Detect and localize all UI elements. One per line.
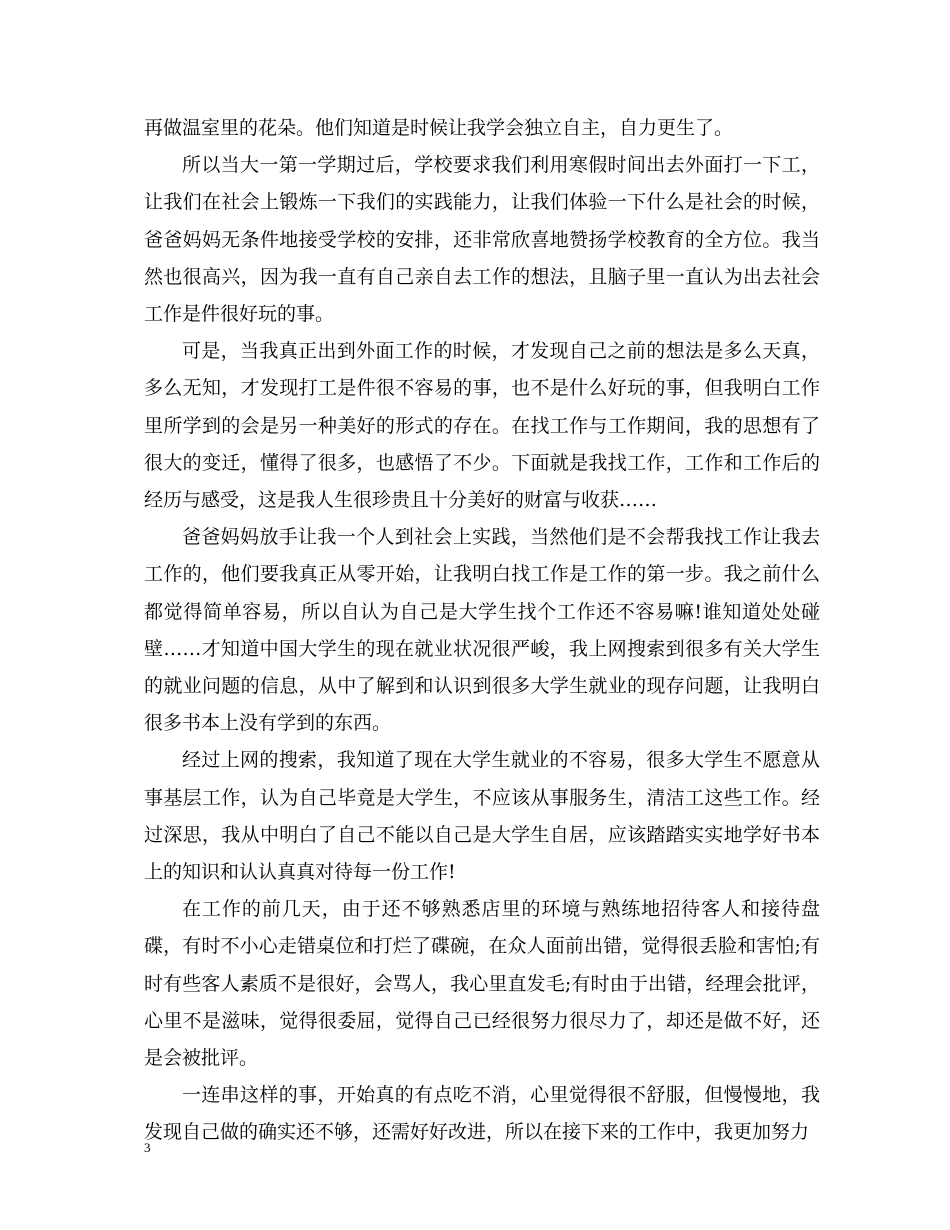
paragraph-6: 在工作的前几天，由于还不够熟悉店里的环境与熟练地招待客人和接待盘碟，有时不小心走错桌位和打烂了碟碗，在众人面前出错，觉得很丢脸和害怕;有时有些客人素质不是很好，会骂人，我心里直发毛;有时由于出错，经理会批评，心里不是滋味，觉得很委屈，觉得自己已经很努力很尽力了，却还是做不好，还是会被批评。 (144, 898, 820, 1070)
page-number: 3 (144, 1140, 151, 1155)
paragraph-5: 经过上网的搜索，我知道了现在大学生就业的不容易，很多大学生不愿意从事基层工作，认为自己毕竟是大学生，不应该从事服务生，清洁工这些工作。经过深思，我从中明白了自己不能以自己是大学生自居，应该踏踏实实地学好书本上的知识和认认真真对待每一份工作! (144, 749, 820, 884)
paragraph-4: 爸爸妈妈放手让我一个人到社会上实践，当然他们是不会帮我找工作让我去工作的，他们要我真正从零开始，让我明白找工作是工作的第一步。我之前什么都觉得简单容易，所以自认为自己是大学生找个工作还不容易嘛!谁知道处处碰壁……才知道中国大学生的现在就业状况很严峻，我上网搜索到很多有关大学生的就业问题的信息，从中了解到和认识到很多大学生就业的现存问题，让我明白很多书本上没有学到的东西。 (144, 526, 820, 735)
document-body (144, 110, 820, 1152)
paragraph-1: 再做温室里的花朵。他们知道是时候让我学会独立自主，自力更生了。 (144, 117, 734, 139)
paragraph-3: 可是，当我真正出到外面工作的时候，才发现自己之前的想法是多么天真，多么无知，才发现打工是件很不容易的事，也不是什么好玩的事，但我明白工作里所学到的会是另一种美好的形式的存在。在找工作与工作期间，我的思想有了很大的变迁，懂得了很多，也感悟了不少。下面就是我找工作，工作和工作后的经历与感受，这是我人生很珍贵且十分美好的财富与收获…… (144, 340, 820, 512)
paragraph-7: 一连串这样的事，开始真的有点吃不消，心里觉得很不舒服，但慢慢地，我发现自己做的确实还不够，还需好好改进，所以在接下来的工作中，我更加努力 (144, 1084, 820, 1144)
paragraph-2: 所以当大一第一学期过后，学校要求我们利用寒假时间出去外面打一下工，让我们在社会上锻炼一下我们的实践能力，让我们体验一下什么是社会的时候，爸爸妈妈无条件地接受学校的安排，还非常欣喜地赞扬学校教育的全方位。我当然也很高兴，因为我一直有自己亲自去工作的想法，且脑子里一直认为出去社会工作是件很好玩的事。 (144, 154, 820, 326)
